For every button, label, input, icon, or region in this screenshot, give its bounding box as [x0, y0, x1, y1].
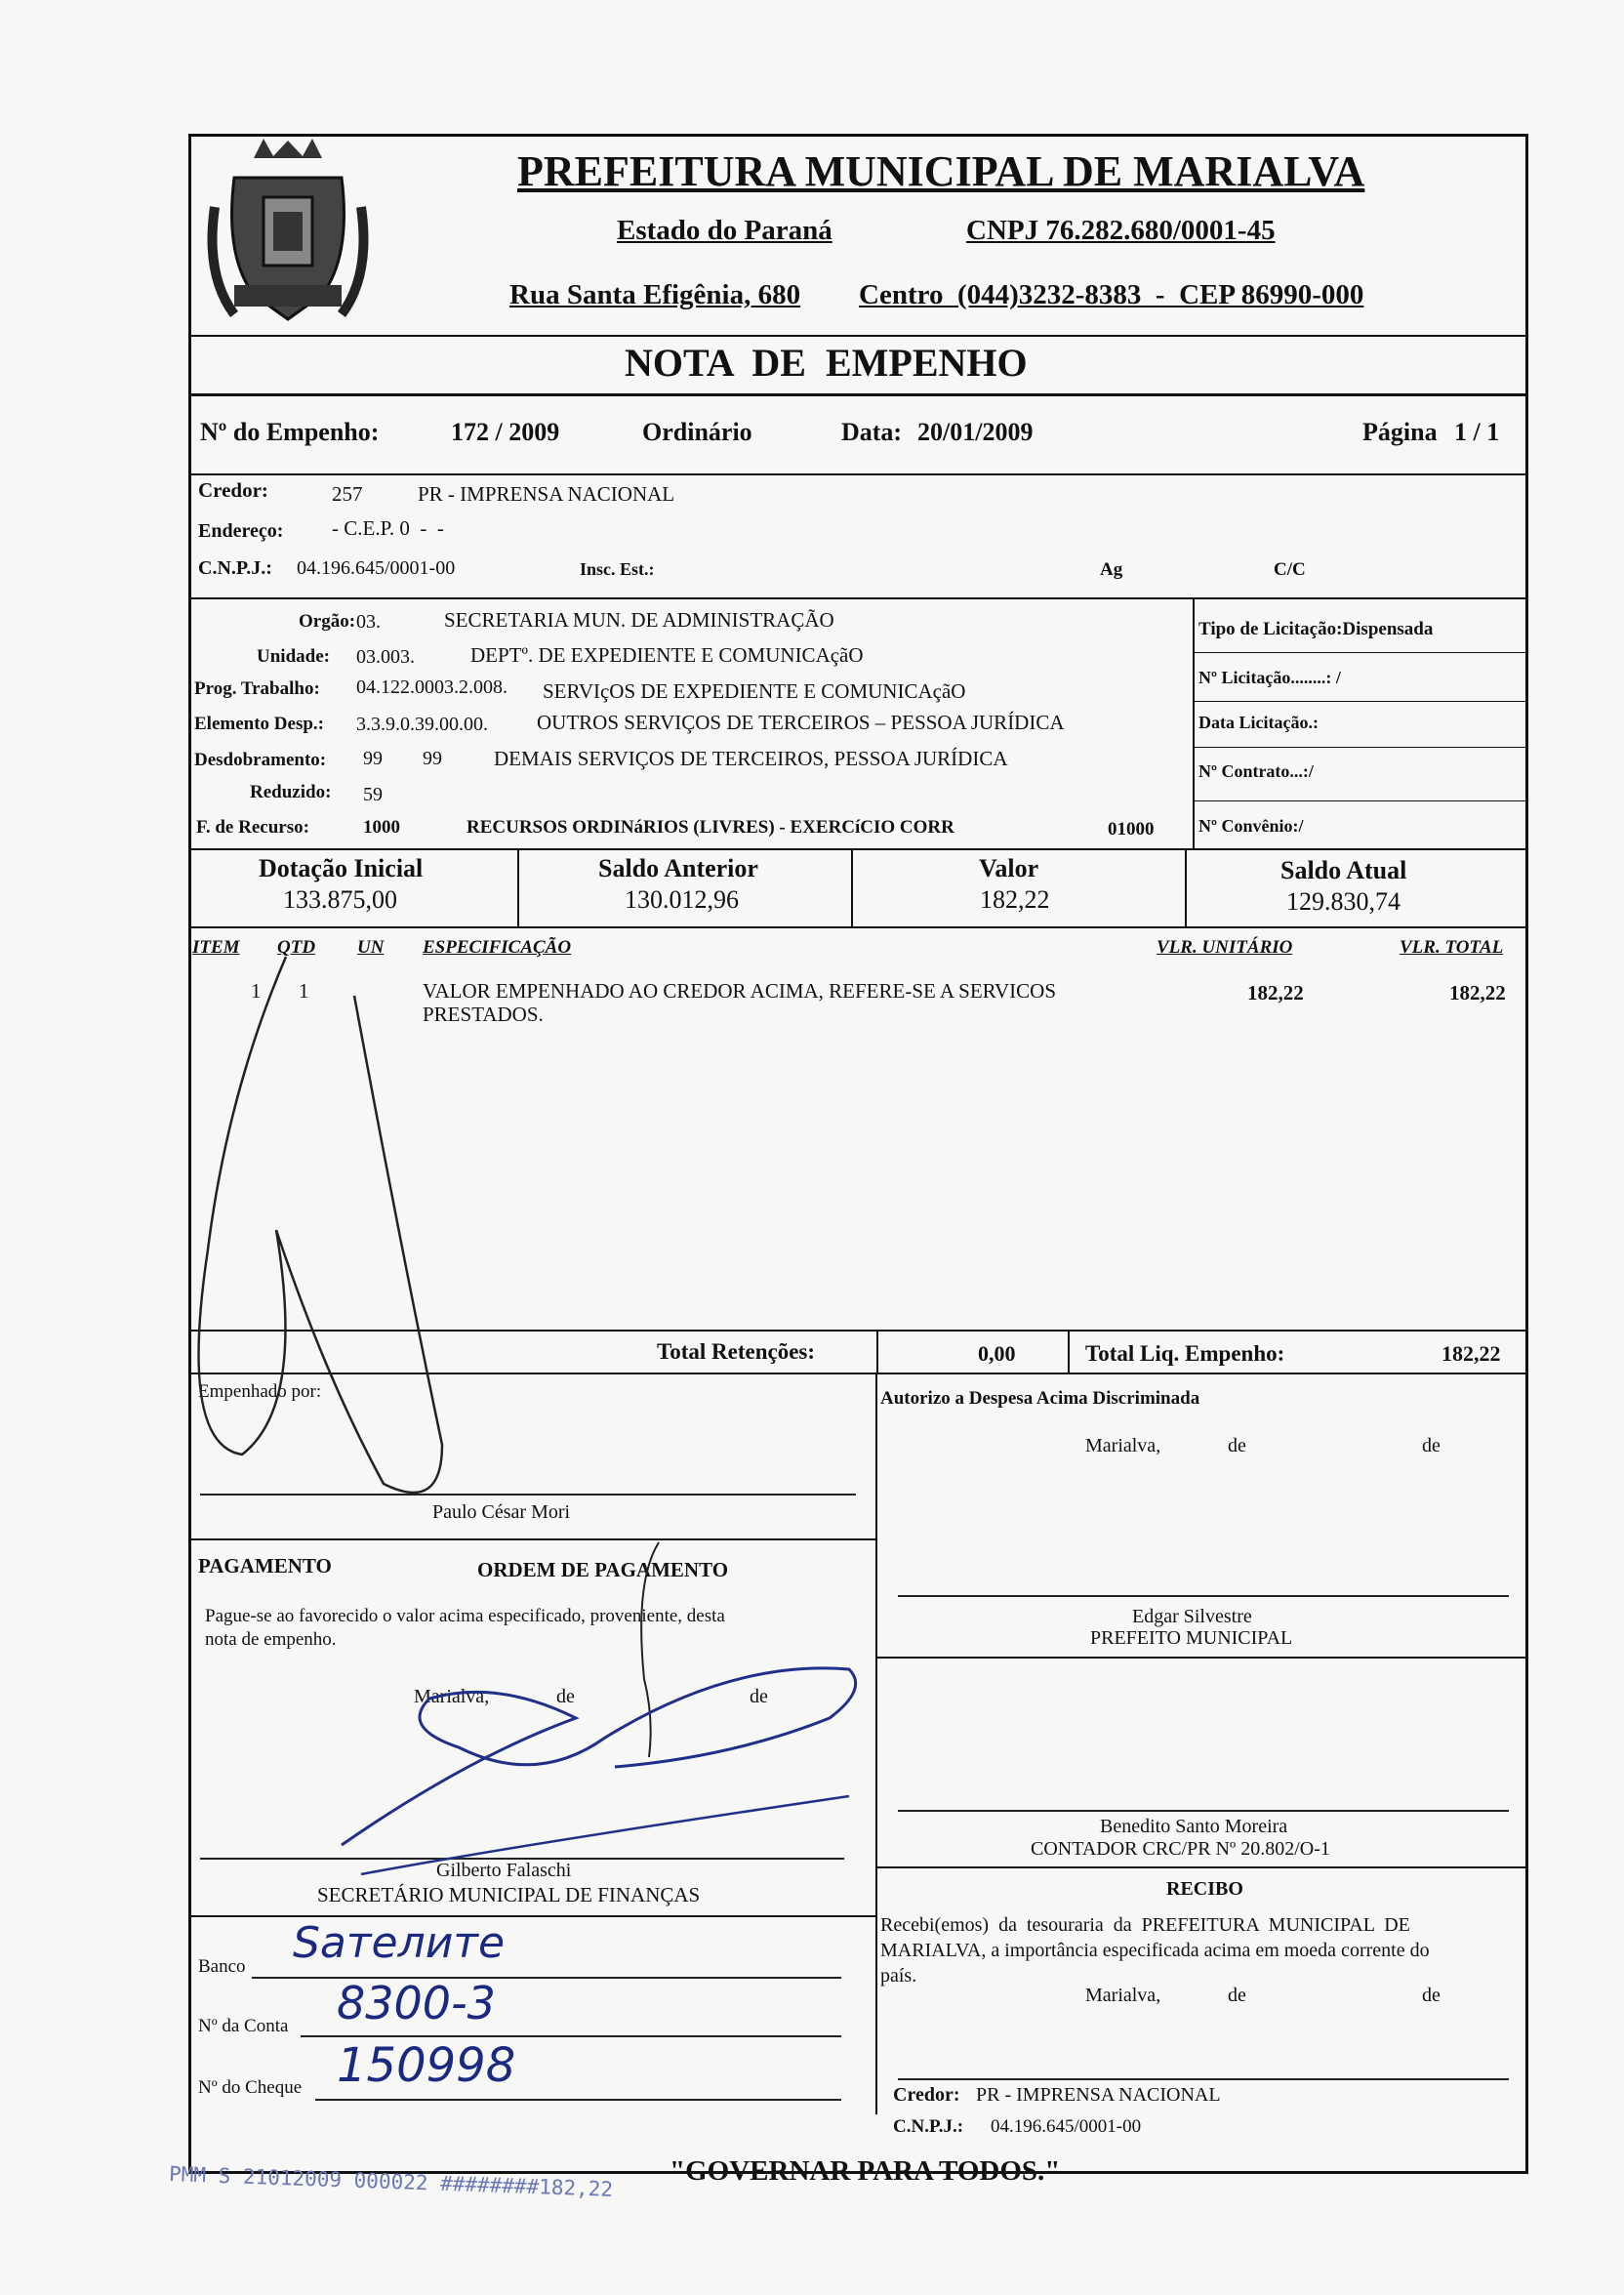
credor-code: 257 — [332, 482, 363, 506]
empenho-type: Ordinário — [642, 418, 752, 446]
page-number: 1 / 1 — [1454, 418, 1500, 446]
divider — [188, 335, 1528, 337]
agency-label: Ag — [1100, 559, 1123, 580]
divider — [1068, 1330, 1070, 1373]
unidade-desc: DEPTº. DE EXPEDIENTE E COMUNICAçãO — [470, 643, 864, 667]
prefeito-title: PREFEITO MUNICIPAL — [1090, 1627, 1293, 1649]
empenho-label: Nº do Empenho: — [200, 418, 380, 446]
page-title: PREFEITURA MUNICIPAL DE MARIALVA — [517, 147, 1365, 195]
dotacao-label: Dotação Inicial — [259, 854, 424, 882]
valor-label: Valor — [979, 854, 1039, 882]
retencoes-label: Total Retenções: — [657, 1339, 816, 1364]
item-total-value: 182,22 — [1449, 981, 1506, 1004]
recurso-desc: RECURSOS ORDINáRIOS (LIVRES) - EXERCíCIO CORR — [467, 817, 954, 838]
item-number: 1 — [251, 979, 262, 1003]
contrato-label: Nº Contrato...:/ — [1198, 761, 1314, 781]
licitacao-data: Data Licitação.: — [1198, 713, 1319, 732]
ordem-pagamento-label: ORDEM DE PAGAMENTO — [477, 1558, 729, 1581]
orgao-desc: SECRETARIA MUN. DE ADMINISTRAÇÃO — [444, 608, 834, 632]
de-label: de — [1422, 1435, 1441, 1456]
col-total-value: VLR. TOTAL — [1400, 937, 1504, 958]
retencoes-value: 0,00 — [978, 1341, 1016, 1366]
recurso-code: 1000 — [363, 817, 400, 838]
recibo-text-1: Recebi(emos) da tesouraria da PREFEITURA MUNICIPAL DE — [880, 1914, 1410, 1936]
cheque-handwritten: 150998 — [337, 2038, 516, 2093]
cheque-line — [315, 2099, 841, 2101]
licitacao-numero: Nº Licitação........: / — [1198, 668, 1341, 687]
prog-code: 04.122.0003.2.008. — [356, 676, 508, 698]
recurso-label: F. de Recurso: — [196, 817, 309, 838]
divider — [188, 926, 1528, 928]
pagamento-text-1: Pague-se ao favorecido o valor acima especificado, proveniente, desta — [205, 1606, 725, 1626]
divider — [1185, 848, 1187, 926]
credor-name: PR - IMPRENSA NACIONAL — [418, 482, 675, 506]
document-title: NOTA DE EMPENHO — [625, 341, 1028, 385]
footer-motto: "GOVERNAR PARA TODOS." — [670, 2155, 1061, 2187]
divider — [875, 1373, 877, 2114]
processing-stamp: PMM S 21012009 000022 ########182,22 — [168, 2162, 614, 2201]
convenio-label: Nº Convênio:/ — [1198, 816, 1304, 836]
de-label: de — [750, 1686, 768, 1707]
de-label: de — [1228, 1985, 1246, 2006]
signature-line — [898, 1595, 1509, 1597]
elemento-label: Elemento Desp.: — [194, 714, 324, 734]
item-spec-line-2: PRESTADOS. — [423, 1003, 544, 1026]
orgao-label: Orgão: — [299, 611, 356, 632]
empenhado-label: Empenhado por: — [198, 1381, 322, 1402]
saldo-anterior-value: 130.012,96 — [625, 885, 739, 914]
contador-name: Benedito Santo Moreira — [1100, 1816, 1288, 1837]
recibo-text-2: MARIALVA, a importância especificada acima em moeda corrente do — [880, 1940, 1430, 1961]
saldo-atual-label: Saldo Atual — [1280, 856, 1407, 884]
prog-label: Prog. Trabalho: — [194, 678, 320, 699]
divider — [876, 1330, 878, 1373]
empenho-number: 172 / 2009 — [451, 418, 560, 446]
banco-label: Banco — [198, 1956, 246, 1977]
prog-desc: SERVIçOS DE EXPEDIENTE E COMUNICAçãO — [543, 679, 966, 703]
conta-handwritten: 8300-3 — [337, 1977, 496, 2029]
liq-empenho-label: Total Liq. Empenho: — [1085, 1341, 1285, 1366]
signature-paulo-icon — [188, 937, 598, 1523]
prefeito-name: Edgar Silvestre — [1132, 1606, 1252, 1627]
col-item: ITEM — [192, 937, 240, 958]
conta-line — [301, 2035, 841, 2037]
signature-line — [898, 1810, 1509, 1812]
divider — [1193, 800, 1528, 801]
liq-empenho-value: 182,22 — [1441, 1341, 1501, 1366]
page-label: Página — [1362, 418, 1438, 446]
divider — [1193, 701, 1528, 702]
item-unit-value: 182,22 — [1247, 981, 1304, 1004]
de-label: de — [1422, 1985, 1441, 2006]
item-qtd: 1 — [299, 979, 309, 1003]
account-label: C/C — [1274, 559, 1306, 580]
recibo-cnpj-label: C.N.P.J.: — [893, 2116, 964, 2137]
divider — [851, 848, 853, 926]
unidade-label: Unidade: — [257, 646, 330, 667]
place-label: Marialva, — [414, 1686, 490, 1707]
secretario-title: SECRETÁRIO MUNICIPAL DE FINANÇAS — [317, 1883, 701, 1906]
contador-title: CONTADOR CRC/PR Nº 20.802/O-1 — [1031, 1838, 1330, 1860]
divider — [188, 473, 1528, 475]
conta-label: Nº da Conta — [198, 2016, 289, 2036]
dotacao-value: 133.875,00 — [283, 885, 397, 914]
recibo-credor: PR - IMPRENSA NACIONAL — [976, 2084, 1221, 2106]
recibo-text-3: país. — [880, 1965, 917, 1987]
elemento-code: 3.3.9.0.39.00.00. — [356, 714, 488, 735]
divider — [1193, 747, 1528, 748]
desdobramento-code-2: 99 — [423, 748, 442, 769]
divider — [875, 1866, 1528, 1868]
desdobramento-code: 99 — [363, 748, 383, 769]
address-label: Rua Santa Efigênia, 680 — [509, 279, 801, 310]
divider — [875, 1657, 1528, 1659]
col-qtd: QTD — [277, 937, 316, 958]
divider — [517, 848, 519, 926]
reduzido-label: Reduzido: — [250, 782, 332, 802]
col-spec: ESPECIFICAÇÃO — [423, 937, 572, 958]
banco-handwritten: Sателите — [293, 1918, 506, 1968]
signature-line — [898, 2078, 1509, 2080]
col-unit-value: VLR. UNITÁRIO — [1157, 937, 1293, 958]
de-label: de — [1228, 1435, 1246, 1456]
address-field-label: Endereço: — [198, 520, 284, 542]
reduzido-value: 59 — [363, 784, 383, 805]
cheque-label: Nº do Cheque — [198, 2077, 303, 2098]
signature-gilberto-icon — [322, 1523, 869, 1894]
de-label: de — [556, 1686, 575, 1707]
place-label: Marialva, — [1085, 1435, 1161, 1456]
state-label: Estado do Paraná — [617, 215, 832, 246]
divider — [1193, 652, 1528, 653]
item-spec-line-1: VALOR EMPENHADO AO CREDOR ACIMA, REFERE-SE A SERVICOS — [423, 979, 1057, 1003]
saldo-atual-value: 129.830,74 — [1286, 887, 1401, 916]
valor-value: 182,22 — [980, 885, 1050, 914]
recurso-code-2: 01000 — [1108, 819, 1155, 840]
recibo-credor-label: Credor: — [893, 2084, 960, 2106]
unidade-code: 03.003. — [356, 646, 415, 668]
cnpj-field-label: C.N.P.J.: — [198, 557, 272, 579]
divider — [1193, 597, 1195, 848]
divider — [188, 848, 1528, 850]
place-label: Marialva, — [1085, 1985, 1161, 2006]
col-un: UN — [357, 937, 385, 958]
divider — [188, 1915, 875, 1917]
elemento-desc: OUTROS SERVIÇOS DE TERCEIROS – PESSOA JURÍDICA — [537, 711, 1065, 734]
insc-label: Insc. Est.: — [580, 559, 655, 579]
credor-label: Credor: — [198, 478, 268, 502]
date-label: Data: — [841, 418, 903, 446]
divider — [188, 393, 1528, 396]
divider — [188, 597, 1528, 599]
recibo-title: RECIBO — [1166, 1878, 1243, 1900]
empenho-date: 20/01/2009 — [917, 418, 1034, 446]
credor-address: - C.E.P. 0 - - — [332, 516, 444, 540]
desdobramento-desc: DEMAIS SERVIÇOS DE TERCEIROS, PESSOA JURÍDICA — [494, 747, 1008, 770]
recibo-cnpj: 04.196.645/0001-00 — [991, 2116, 1142, 2137]
secretario-name: Gilberto Falaschi — [436, 1860, 572, 1881]
pagamento-text-2: nota de empenho. — [205, 1629, 337, 1650]
credor-cnpj: 04.196.645/0001-00 — [297, 557, 456, 579]
licitacao-tipo: Tipo de Licitação:Dispensada — [1198, 619, 1434, 639]
empenhado-name: Paulo César Mori — [432, 1501, 571, 1523]
desdobramento-label: Desdobramento: — [194, 750, 327, 770]
municipal-crest-icon — [195, 139, 381, 334]
pagamento-label: PAGAMENTO — [198, 1554, 332, 1578]
cnpj-label: CNPJ 76.282.680/0001-45 — [966, 215, 1276, 246]
contact-label: Centro (044)3232-8383 - CEP 86990-000 — [859, 279, 1364, 310]
autorizo-label: Autorizo a Despesa Acima Discriminada — [880, 1388, 1200, 1409]
saldo-anterior-label: Saldo Anterior — [598, 854, 758, 882]
orgao-code: 03. — [356, 611, 381, 633]
